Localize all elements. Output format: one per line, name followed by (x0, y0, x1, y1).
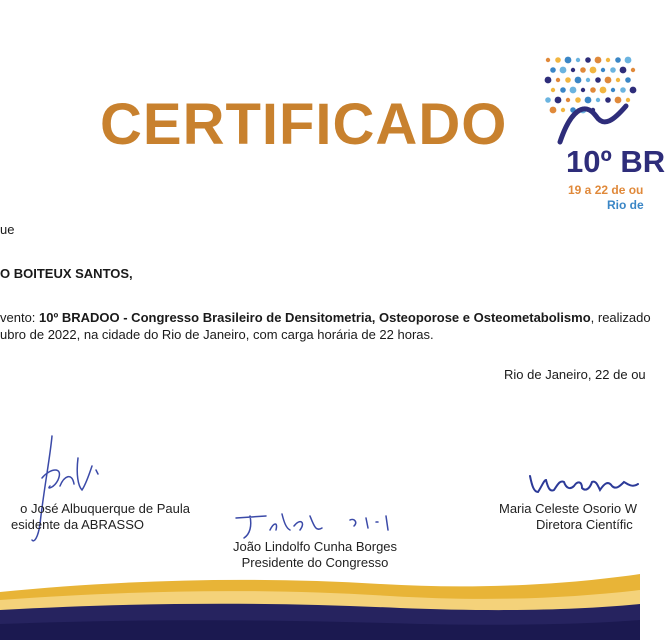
logo-event-name: 10º BR (566, 144, 665, 179)
center-signatory (215, 539, 415, 572)
right-signatory (488, 501, 640, 534)
recipient-name: O BOITEUX SANTOS, (0, 266, 133, 281)
right-signatory-name: Maria Celeste Osorio W (499, 501, 637, 516)
center-signatory-name: João Lindolfo Cunha Borges (232, 539, 398, 554)
left-signatory-name: o José Albuquerque de Paula (20, 501, 190, 516)
left-signatory-role: esidente da ABRASSO (11, 517, 144, 533)
event-details-line: ubro de 2022, na cidade do Rio de Janeiro, com carga horária de 22 horas. (0, 327, 434, 342)
intro-text: ue (0, 222, 15, 237)
event-name: 10º BRADOO - Congresso Brasileiro de Densitometria, Osteoporose e Osteometabolismo (39, 310, 591, 325)
center-signatory-role: Presidente do Congresso (241, 555, 389, 571)
left-signatory (0, 501, 190, 534)
logo-dots-graphic (540, 50, 640, 150)
right-signatory-role: Diretora Científic (536, 517, 633, 533)
event-line (0, 310, 651, 326)
logo-event-city: Rio de (607, 198, 644, 212)
event-prefix: vento: (0, 310, 40, 325)
event-suffix: , realizado (590, 310, 651, 325)
certificate-title: CERTIFICADO (100, 92, 508, 157)
right-signature (526, 468, 640, 502)
place-date: Rio de Janeiro, 22 de ou (504, 367, 646, 382)
event-logo (540, 50, 665, 220)
logo-event-dates: 19 a 22 de ou (568, 183, 644, 197)
footer-wave-decoration (0, 570, 640, 640)
